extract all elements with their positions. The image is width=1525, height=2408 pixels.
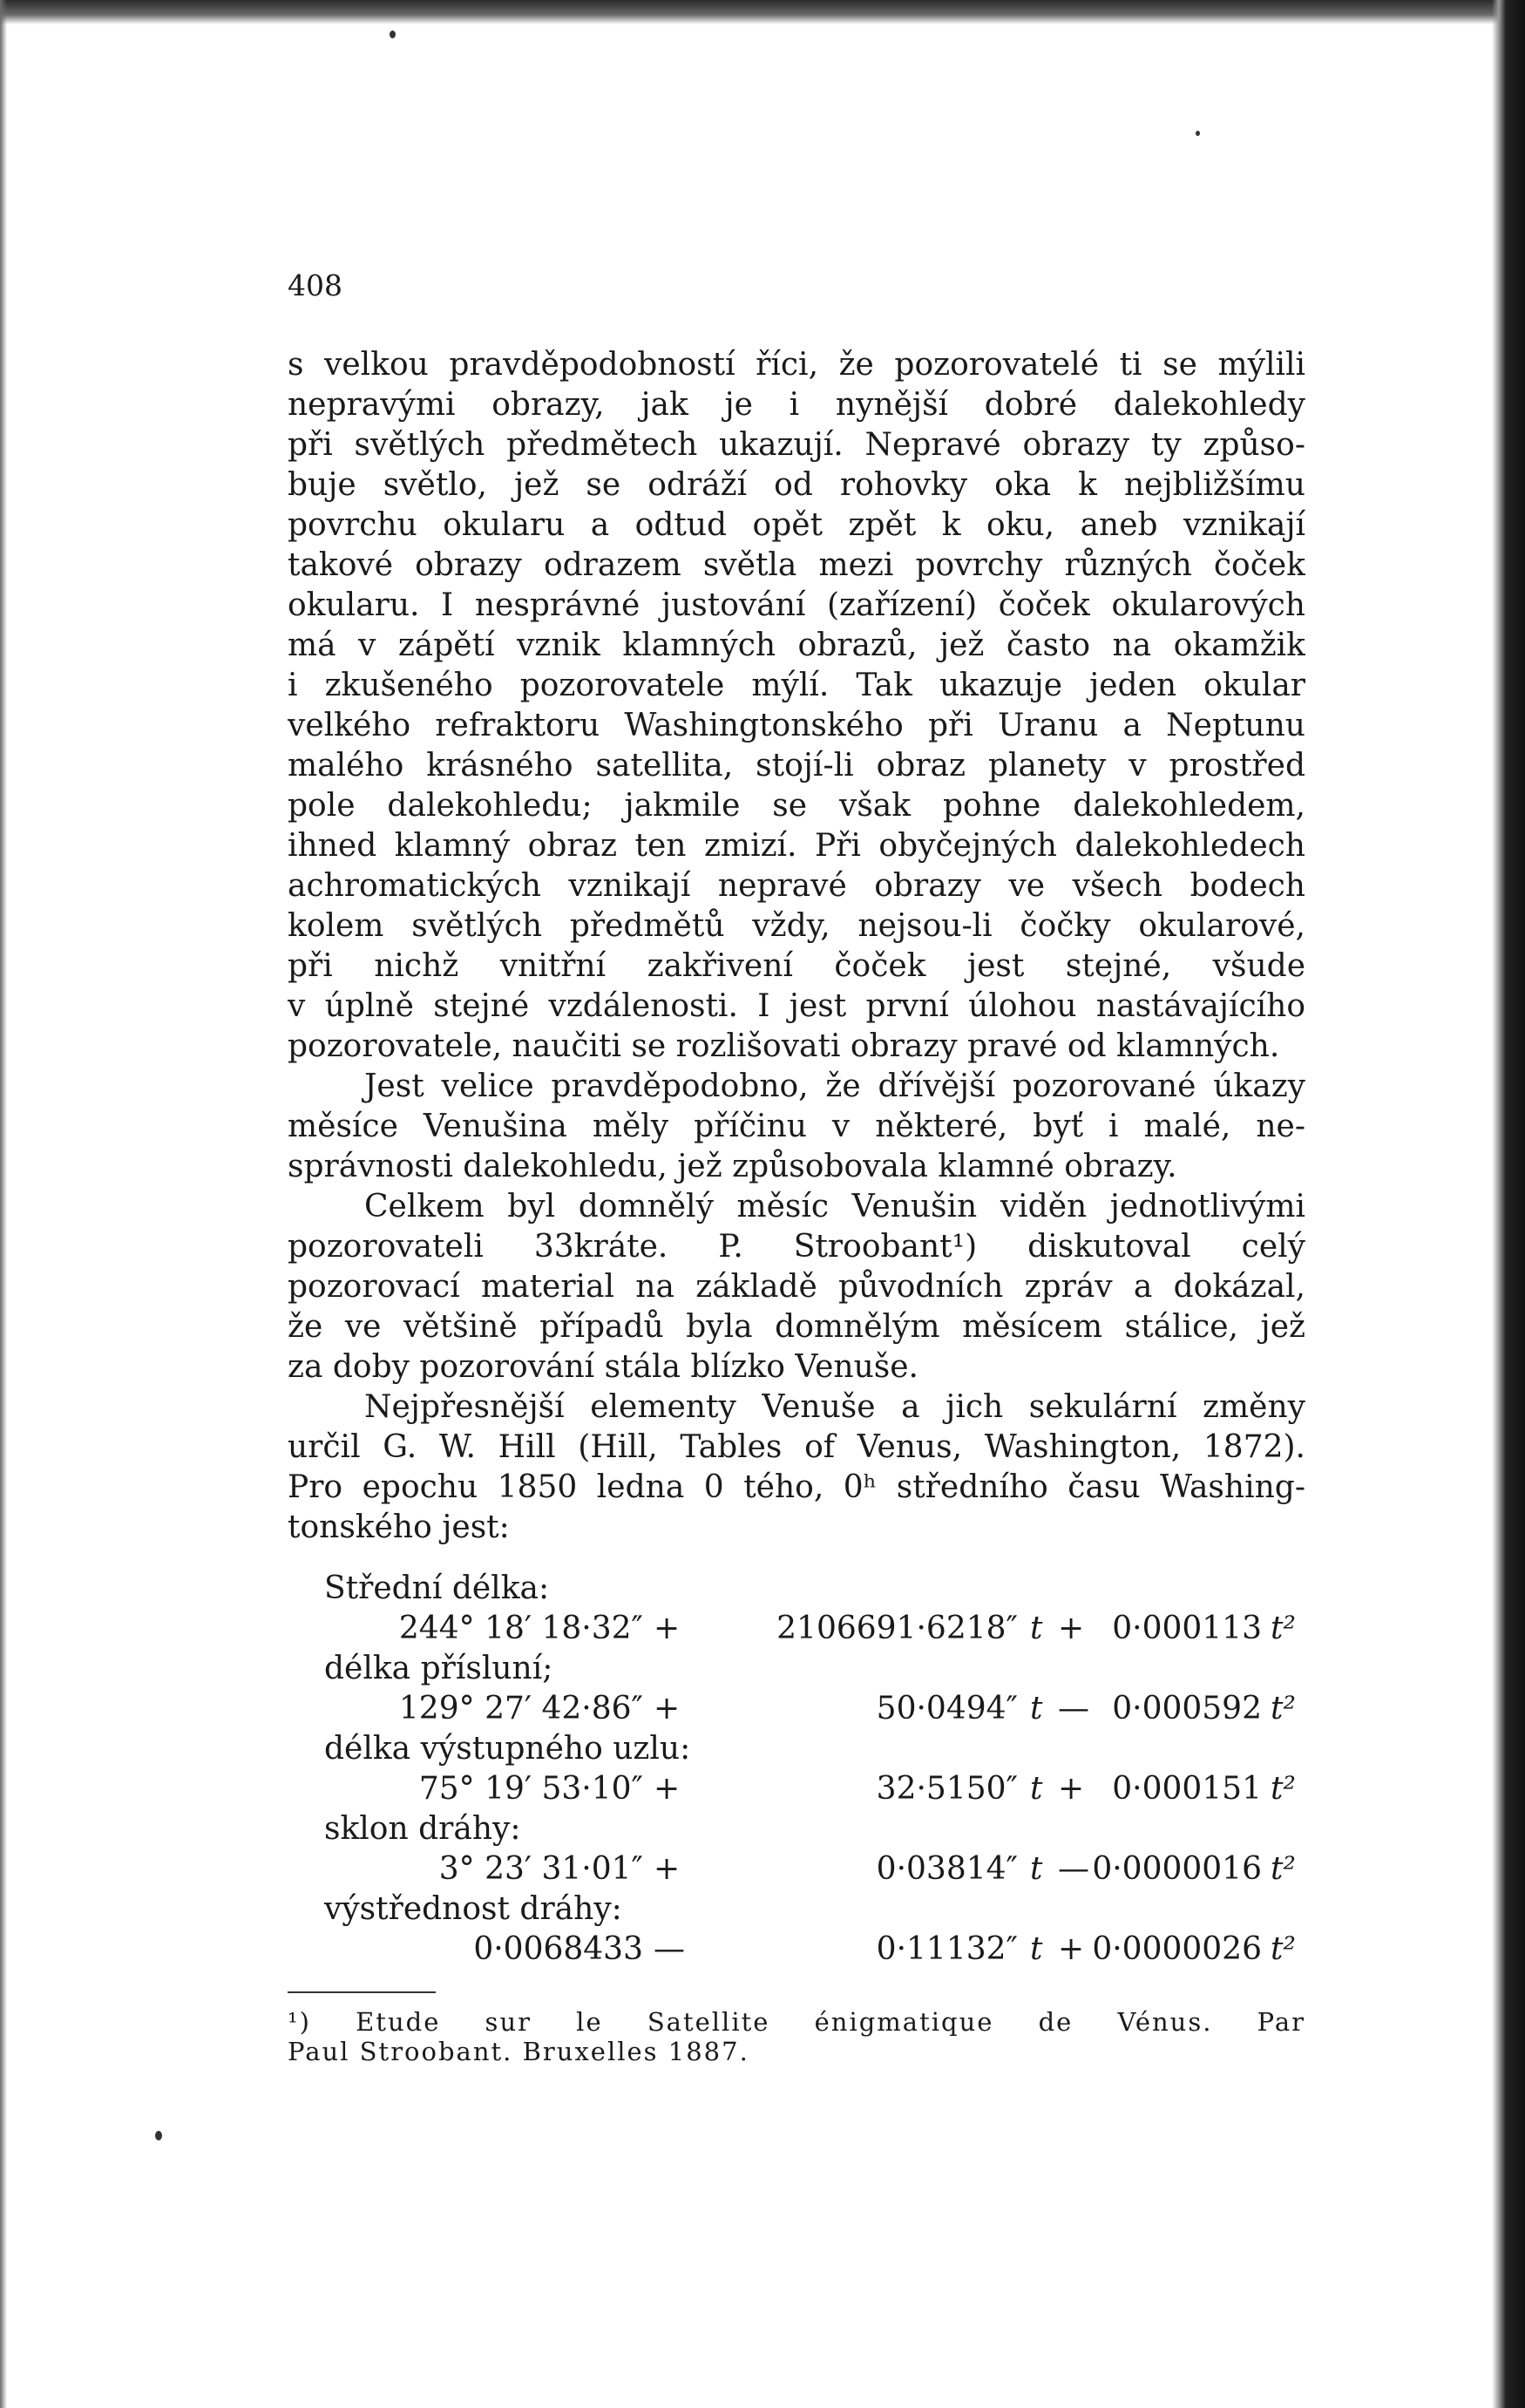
footnote-line: ¹) Etude sur le Satellite énigmatique de Vénus. Par — [288, 2007, 1305, 2037]
element-angle: 129° 27′ 42·86″ — [398, 1691, 643, 1726]
text-line: tonského jest: — [288, 1509, 510, 1545]
text-line: určil G. W. Hill (Hill, Tables of Venus, Washington, 1872). — [288, 1429, 1305, 1465]
text-line: takové obrazy odrazem světla mezi povrchy různých čoček — [288, 547, 1305, 583]
element-t-squared: t² — [1271, 1691, 1296, 1726]
element-operator: — — [1058, 1851, 1089, 1887]
element-rate: 50·0494″ — [876, 1691, 1018, 1726]
element-operator: + — [654, 1771, 681, 1807]
text-line: za doby pozorování stála blízko Venuše. — [288, 1349, 918, 1385]
footnote-line: Paul Stroobant. Bruxelles 1887. — [288, 2037, 749, 2066]
element-operator: + — [1058, 1931, 1085, 1967]
element-operator: + — [654, 1611, 681, 1646]
text-line: Jest velice pravděpodobno, že dřívější pozorované úkazy — [364, 1068, 1305, 1104]
element-t: t — [1030, 1611, 1043, 1646]
element-coefficient: 0·0000026 — [1092, 1931, 1262, 1967]
element-t-squared: t² — [1271, 1851, 1296, 1887]
element-formula-row — [324, 1769, 1305, 1809]
text-line: měsíce Venušina měly příčinu v některé, byť i malé, ne- — [288, 1109, 1305, 1144]
text-line: Celkem byl domnělý měsíc Venušin viděn jednotlivými — [364, 1189, 1305, 1224]
element-t: t — [1030, 1931, 1043, 1967]
text-line: ihned klamný obraz ten zmizí. Při obyčejných dalekohledech — [288, 828, 1305, 864]
text-line: při světlých předmětech ukazují. Nepravé obrazy ty způso- — [288, 427, 1305, 463]
element-formula-row — [324, 1849, 1305, 1889]
element-label: Střední délka: — [324, 1570, 550, 1606]
text-line: správnosti dalekohledu, jež způsobovala klamné obrazy. — [288, 1149, 1177, 1184]
element-label: délka výstupného uzlu: — [324, 1731, 691, 1767]
scan-speck — [1196, 131, 1200, 136]
element-t: t — [1030, 1771, 1043, 1807]
text-line: pozorovatele, naučiti se rozlišovati obrazy pravé od klamných. — [288, 1028, 1280, 1064]
element-operator: + — [654, 1851, 681, 1887]
element-operator: + — [1058, 1771, 1085, 1807]
text-line: malého krásného satellita, stojí-li obraz planety v prostřed — [288, 748, 1305, 783]
element-angle: 75° 19′ 53·10″ — [418, 1771, 643, 1807]
text-line: kolem světlých předmětů vždy, nejsou-li čočky okularové, — [288, 908, 1305, 944]
element-operator: — — [654, 1931, 685, 1967]
page-number: 408 — [288, 268, 342, 302]
text-line: pozorovací material na základě původních zpráv a dokázal, — [288, 1269, 1305, 1305]
element-t: t — [1030, 1691, 1043, 1726]
element-rate: 0·11132″ — [876, 1931, 1018, 1967]
element-operator: — — [1058, 1691, 1089, 1726]
page-scan-edge-left — [0, 0, 7, 2408]
page-scan-edge-right — [1492, 0, 1525, 2408]
text-line: má v zápětí vznik klamných obrazů, jež často na okamžik — [288, 627, 1305, 663]
scan-speck — [390, 31, 396, 38]
text-line: že ve většině případů byla domnělým měsícem stálice, jež — [288, 1309, 1305, 1345]
element-operator: + — [1058, 1611, 1085, 1646]
text-line: achromatických vznikají nepravé obrazy ve všech bodech — [288, 868, 1305, 904]
element-t: t — [1030, 1851, 1043, 1887]
element-formula-row — [324, 1930, 1305, 1970]
text-line: buje světlo, jež se odráží od rohovky oka k nejbližšímu — [288, 467, 1305, 503]
element-angle: 0·0068433 — [473, 1931, 643, 1967]
text-line: nepravými obrazy, jak je i nynější dobré dalekohledy — [288, 387, 1305, 423]
text-line: v úplně stejné vzdálenosti. I jest první úlohou nastávajícího — [288, 988, 1305, 1024]
element-coefficient: 0·0000016 — [1092, 1851, 1262, 1887]
element-formula-row — [324, 1609, 1305, 1649]
footnote — [288, 2007, 1305, 2066]
text-line: povrchu okularu a odtud opět zpět k oku, aneb vznikají — [288, 507, 1305, 543]
body-text — [288, 345, 1305, 1548]
element-angle: 3° 23′ 31·01″ — [438, 1851, 643, 1887]
element-rate: 0·03814″ — [876, 1851, 1018, 1887]
element-coefficient: 0·000151 — [1112, 1771, 1262, 1807]
element-t-squared: t² — [1271, 1611, 1296, 1646]
element-t-squared: t² — [1271, 1931, 1296, 1967]
text-line: velkého refraktoru Washingtonského při Uranu a Neptunu — [288, 708, 1305, 743]
text-line: Nejpřesnější elementy Venuše a jich sekulární změny — [364, 1389, 1305, 1425]
element-label: sklon dráhy: — [324, 1811, 521, 1847]
orbital-elements-table — [324, 1569, 1305, 1970]
element-rate: 32·5150″ — [876, 1771, 1018, 1807]
text-line: pole dalekohledu; jakmile se však pohne dalekohledem, — [288, 788, 1305, 824]
text-line: i zkušeného pozorovatele mýlí. Tak ukazuje jeden okular — [288, 668, 1305, 703]
element-formula-row — [324, 1689, 1305, 1729]
footnote-rule — [288, 1991, 436, 1993]
text-line: Pro epochu 1850 ledna 0 tého, 0ʰ středního času Washing- — [288, 1469, 1305, 1505]
element-t-squared: t² — [1271, 1771, 1296, 1807]
text-line: okularu. I nesprávné justování (zařízení) čoček okularových — [288, 587, 1305, 623]
element-rate: 2106691·6218″ — [776, 1611, 1018, 1646]
element-coefficient: 0·000113 — [1112, 1611, 1262, 1646]
element-angle: 244° 18′ 18·32″ — [398, 1611, 643, 1646]
element-label: délka přísluní; — [324, 1651, 553, 1686]
scan-speck — [155, 2131, 162, 2140]
element-label: výstřednost dráhy: — [324, 1891, 622, 1927]
text-line: pozorovateli 33kráte. P. Stroobant¹) diskutoval celý — [288, 1229, 1305, 1265]
page-scan-edge-top — [0, 0, 1525, 24]
element-operator: + — [654, 1691, 681, 1726]
text-line: při nichž vnitřní zakřivení čoček jest stejné, všude — [288, 948, 1305, 984]
element-coefficient: 0·000592 — [1112, 1691, 1262, 1726]
text-line: s velkou pravděpodobností říci, že pozorovatelé ti se mýlili — [288, 347, 1305, 383]
